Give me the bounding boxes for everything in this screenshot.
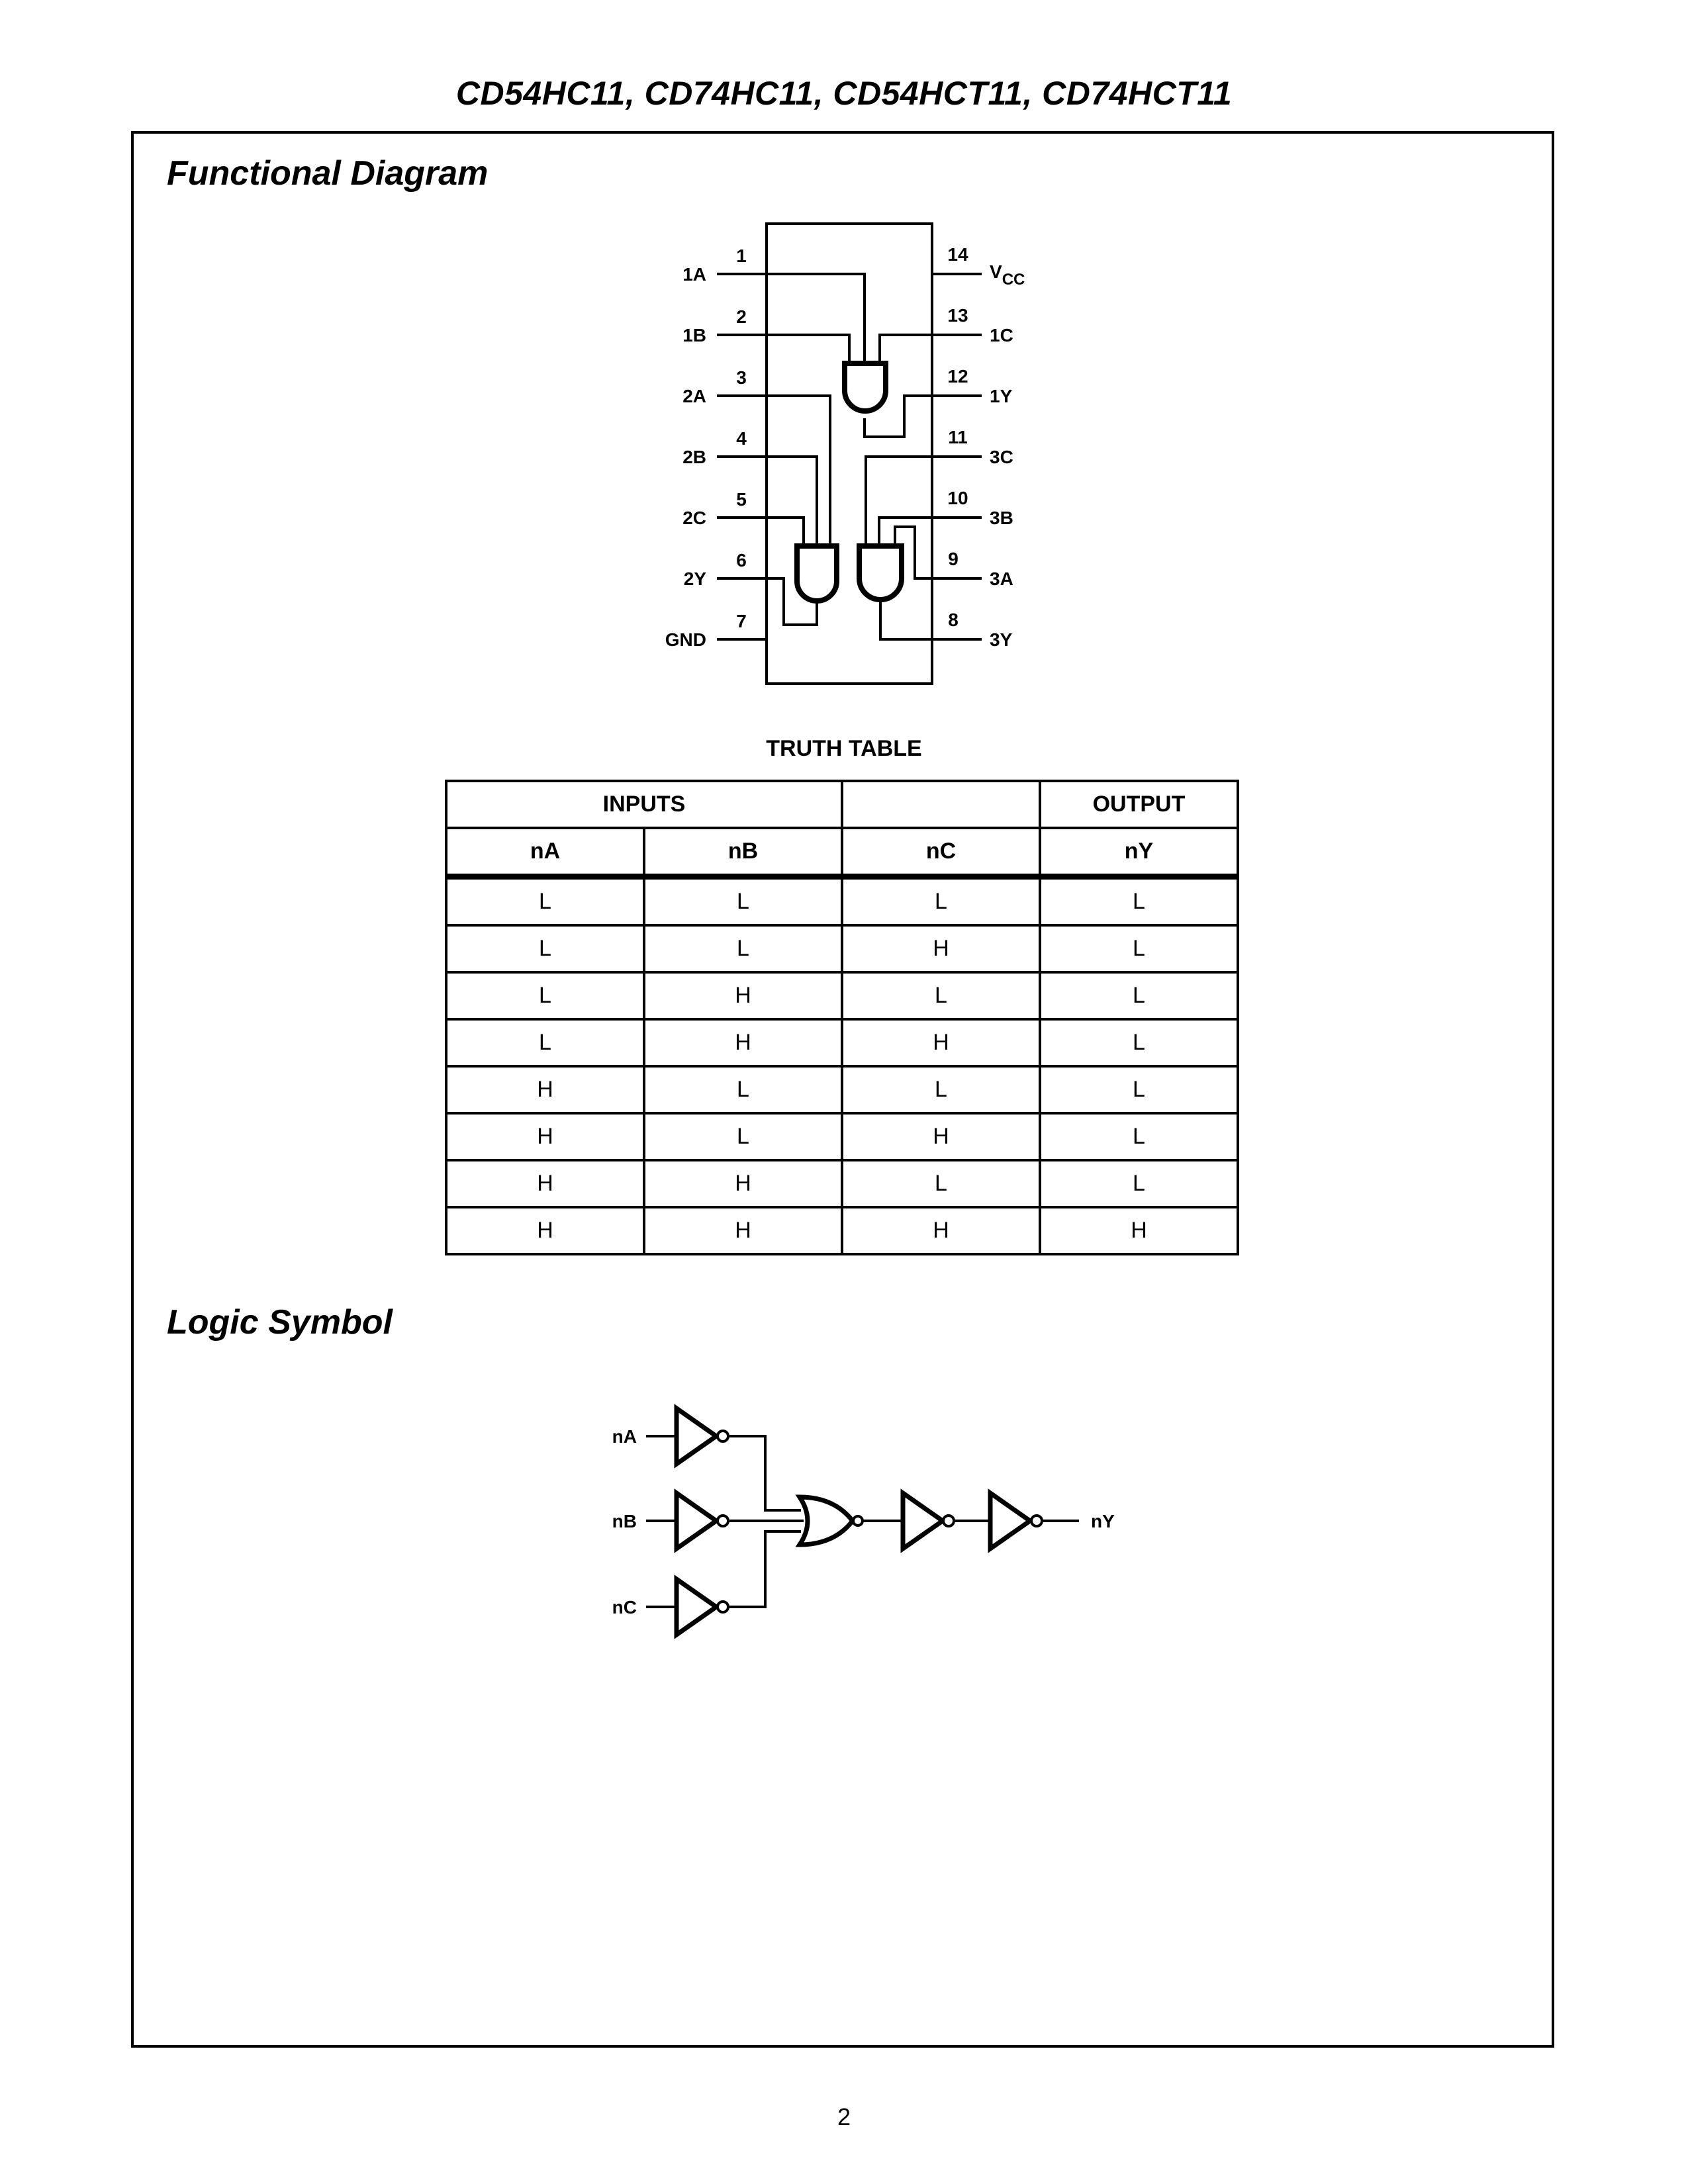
table-cell: H: [842, 1207, 1040, 1254]
column-header-nY: nY: [1040, 828, 1238, 877]
pin-number-5: 5: [736, 489, 747, 510]
logic-symbol-title: Logic Symbol: [167, 1303, 393, 1342]
output-label-nY: nY: [1091, 1511, 1115, 1531]
column-header-nC: nC: [842, 828, 1040, 877]
truth-table: [445, 780, 1239, 1255]
table-row: [446, 972, 1238, 1019]
inputs-header: INPUTS: [446, 781, 842, 828]
table-row: [446, 1066, 1238, 1113]
pin-number-12: 12: [947, 366, 968, 387]
and-gate-2: [797, 546, 837, 601]
pin-name-GND: GND: [665, 629, 706, 650]
table-cell: L: [1040, 1066, 1238, 1113]
table-cell: L: [446, 1019, 644, 1066]
table-cell: L: [446, 877, 644, 926]
pin-number-9: 9: [948, 549, 959, 569]
table-cell: H: [842, 925, 1040, 972]
table-cell: L: [842, 877, 1040, 926]
table-cell: H: [446, 1207, 644, 1254]
table-cell: L: [446, 925, 644, 972]
pin-name-3A: 3A: [990, 569, 1013, 589]
pin-number-6: 6: [736, 550, 747, 570]
pin-name-3C: 3C: [990, 447, 1013, 467]
inversion-bubble: [718, 1516, 728, 1526]
table-row: [446, 877, 1238, 926]
and-gate-3: [859, 546, 902, 600]
pin-name-1C: 1C: [990, 325, 1013, 345]
inverter-gate-nC: [677, 1579, 716, 1635]
table-cell: H: [446, 1066, 644, 1113]
inverter-gate-chain-1: [903, 1493, 943, 1549]
functional-diagram: [0, 0, 1688, 728]
table-cell: H: [842, 1019, 1040, 1066]
table-cell: H: [842, 1113, 1040, 1160]
truth-table-group-header-row: [446, 781, 1238, 828]
truth-table-title: TRUTH TABLE: [766, 736, 922, 761]
output-header: OUTPUT: [1040, 781, 1238, 828]
table-cell: H: [644, 972, 842, 1019]
inversion-bubble: [1031, 1516, 1042, 1526]
functional-diagram-title: Functional Diagram: [167, 154, 489, 193]
pin-name-VCC-sub: CC: [1002, 271, 1025, 289]
inverter-gate-chain-2: [990, 1493, 1030, 1549]
table-cell: L: [842, 1066, 1040, 1113]
table-row: [446, 1207, 1238, 1254]
column-header-nB: nB: [644, 828, 842, 877]
input-label-nA: nA: [612, 1426, 637, 1447]
pin-number-13: 13: [947, 305, 968, 326]
inversion-bubble: [718, 1602, 728, 1612]
page-number: 2: [837, 2103, 851, 2130]
table-cell: H: [446, 1113, 644, 1160]
table-cell: L: [1040, 1160, 1238, 1207]
pin-number-14: 14: [947, 244, 968, 265]
table-cell: L: [842, 972, 1040, 1019]
table-cell: L: [644, 877, 842, 926]
pin-name-1A: 1A: [682, 264, 706, 285]
ic-package-body: [767, 224, 932, 684]
pin-number-4: 4: [736, 428, 747, 449]
blank-header: [842, 781, 1040, 828]
table-cell: L: [1040, 925, 1238, 972]
pin-name-3B: 3B: [990, 508, 1013, 528]
logic-symbol-diagram: [0, 1383, 1688, 1648]
inversion-bubble: [853, 1516, 863, 1525]
input-label-nC: nC: [612, 1597, 637, 1617]
table-cell: L: [644, 1066, 842, 1113]
table-row: [446, 925, 1238, 972]
table-cell: H: [644, 1019, 842, 1066]
pin-name-1Y: 1Y: [990, 386, 1013, 406]
table-cell: L: [1040, 1113, 1238, 1160]
pin-name-3Y: 3Y: [990, 629, 1013, 650]
and-gate-1: [845, 363, 886, 411]
column-header-nA: nA: [446, 828, 644, 877]
document-title: CD54HC11, CD74HC11, CD54HCT11, CD74HCT11: [455, 75, 1233, 112]
inversion-bubble: [718, 1431, 728, 1441]
table-cell: L: [446, 972, 644, 1019]
pin-number-2: 2: [736, 306, 747, 327]
inverter-gate-nB: [677, 1493, 716, 1549]
pin-name-V: V: [990, 261, 1002, 282]
table-row: [446, 1160, 1238, 1207]
truth-table-column-header-row: [446, 828, 1238, 877]
pin-number-11: 11: [948, 427, 968, 447]
table-cell: L: [842, 1160, 1040, 1207]
table-cell: L: [1040, 1019, 1238, 1066]
table-cell: L: [644, 1113, 842, 1160]
table-cell: H: [644, 1160, 842, 1207]
table-row: [446, 1019, 1238, 1066]
table-cell: H: [644, 1207, 842, 1254]
pin-name-2B: 2B: [682, 447, 706, 467]
input-label-nB: nB: [612, 1511, 637, 1531]
table-row: [446, 1113, 1238, 1160]
inversion-bubble: [943, 1516, 954, 1526]
table-cell: L: [1040, 972, 1238, 1019]
pin-number-7: 7: [736, 611, 747, 631]
pin-number-3: 3: [736, 367, 747, 388]
pin-name-1B: 1B: [682, 325, 706, 345]
inverter-gate-nA: [677, 1408, 716, 1464]
or-gate: [800, 1497, 853, 1545]
table-cell: H: [446, 1160, 644, 1207]
table-cell: L: [644, 925, 842, 972]
pin-name-2A: 2A: [682, 386, 706, 406]
pin-number-1: 1: [736, 246, 747, 266]
pin-name-2Y: 2Y: [683, 569, 706, 589]
pin-name-VCC: [990, 261, 1025, 289]
table-cell: L: [1040, 877, 1238, 926]
pin-number-10: 10: [947, 488, 968, 508]
table-cell: H: [1040, 1207, 1238, 1254]
pin-name-2C: 2C: [682, 508, 706, 528]
pin-number-8: 8: [948, 610, 959, 630]
